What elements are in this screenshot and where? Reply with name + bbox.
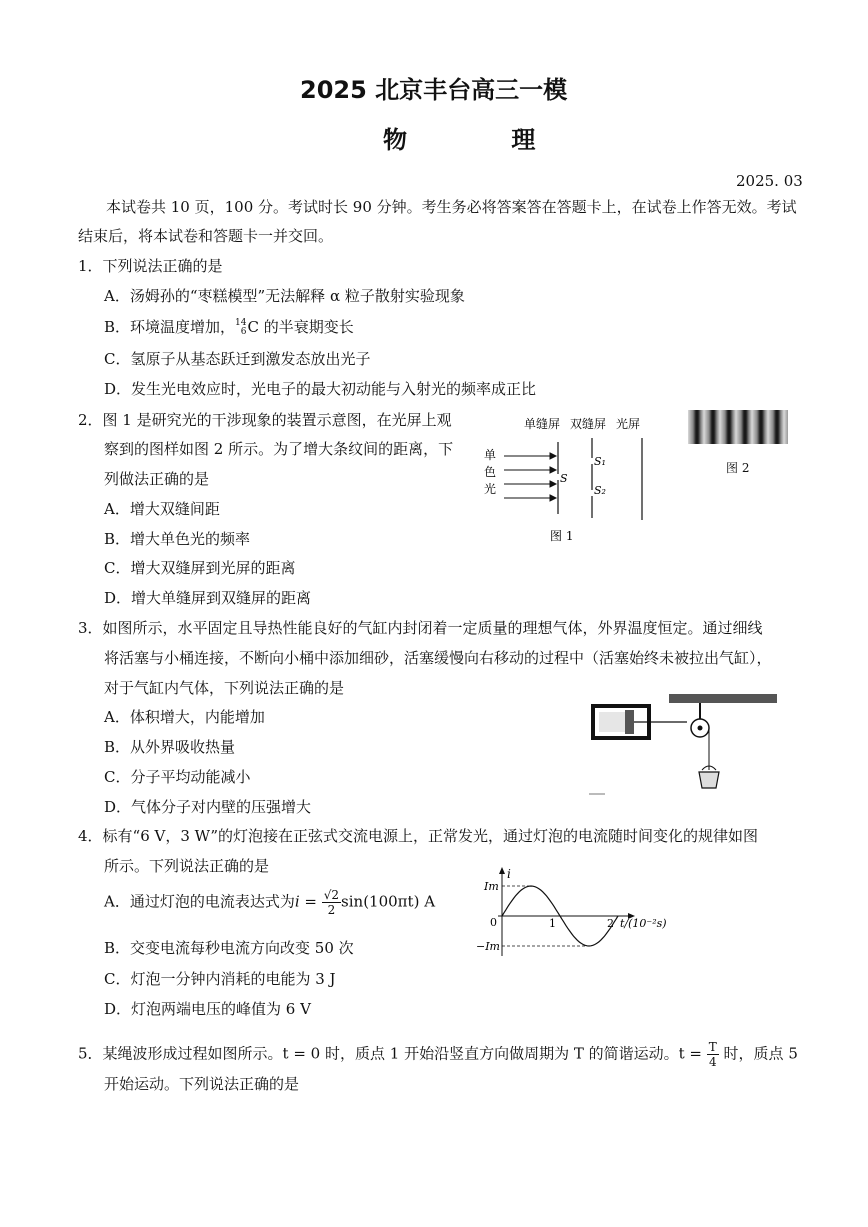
intro-line-2: 结束后，将本试卷和答题卡一并交回。: [78, 227, 334, 245]
element-symbol: C: [247, 318, 259, 336]
q5-stem-1t: t =: [678, 1044, 707, 1063]
q4-stem-2: 所示。下列说法正确的是: [104, 857, 270, 875]
q1-stem: 1．下列说法正确的是: [78, 257, 223, 275]
q4-option-c: C．灯泡一分钟内消耗的电能为 3 J: [104, 970, 336, 988]
fraction-numerator: T: [708, 1040, 717, 1054]
label-s2: S₂: [594, 484, 606, 497]
q5-stem-1a: 5．某绳波形成过程如图所示。: [78, 1044, 283, 1063]
pulley-axle: [698, 726, 703, 731]
atomic-number: 6: [240, 327, 247, 337]
exam-date: 2025. 03: [736, 172, 803, 190]
label-light-2: 色: [484, 465, 497, 479]
q1-option-b-post: 的半衰期变长: [258, 318, 354, 336]
q3-stem-3: 对于气缸内气体，下列说法正确的是: [104, 679, 345, 697]
figure-1-caption: 图 1: [550, 529, 574, 543]
fraction-denominator: 2: [327, 903, 336, 917]
fraction-denominator: 4: [708, 1055, 717, 1069]
piston: [625, 710, 634, 734]
gas-region: [599, 712, 625, 732]
label-light-1: 单: [484, 448, 497, 462]
label-light-screen: 光屏: [616, 417, 641, 431]
y-axis-arrow: [499, 867, 505, 874]
q1-option-b: [104, 317, 354, 337]
q3-stem-2: 将活塞与小桶连接，不断向小桶中添加细砂，活塞缓慢向右移动的过程中（活塞始终未被拉出气缸），: [104, 649, 772, 667]
q4-stem-1: 4．标有“6 V，3 W”的灯泡接在正弦式交流电源上，正常发光，通过灯泡的电流随时间变化的规律如图: [78, 827, 759, 845]
ceiling-bar: [669, 694, 777, 703]
q2-stem-1: 2．图 1 是研究光的干涉现象的装置示意图，在光屏上观: [78, 411, 452, 429]
q4-option-b: B．交变电流每秒电流方向改变 50 次: [104, 939, 354, 957]
label-s: S: [560, 472, 568, 485]
q3-option-a: A．体积增大，内能增加: [104, 708, 265, 726]
nuclide-notation: [235, 319, 246, 337]
incident-light-arrows: [504, 453, 556, 501]
q1-option-a: A．汤姆孙的“枣糕模型”无法解释 α 粒子散射实验现象: [104, 287, 465, 305]
q5-stem-1: [78, 1040, 798, 1069]
q1-option-d: D．发生光电效应时，光电子的最大初动能与入射光的频率成正比: [104, 380, 537, 398]
bucket: [699, 772, 719, 788]
figure-2-fringes: [688, 410, 788, 444]
current-time-graph: [470, 864, 690, 960]
q5-stem-1b: t = 0 时，质点 1 开始沿竖直方向做周期为 T 的简谐运动。: [282, 1044, 679, 1063]
sqrt2-over-2: [322, 888, 341, 917]
q2-option-b: B．增大单色光的频率: [104, 530, 251, 548]
label-neg-im: −Im: [476, 940, 500, 953]
subject-title: 物 理: [383, 126, 584, 154]
q5-stem-1c: 时，质点 5: [718, 1044, 798, 1063]
mass-number: 14: [235, 318, 247, 328]
q2-option-d: D．增大单缝屏到双缝屏的距离: [104, 589, 312, 607]
q2-stem-2: 察到的图样如图 2 所示。为了增大条纹间的距离，下: [104, 440, 454, 458]
label-origin: 0: [490, 916, 497, 929]
fraction-numerator: √2: [323, 888, 340, 902]
label-s1: S₁: [594, 455, 606, 468]
y-axis-label: i: [507, 867, 511, 881]
label-im: Im: [484, 880, 499, 893]
q4-option-a-post: sin(100πt) A: [341, 892, 436, 911]
paper-title: 2025 北京丰台高三一模: [300, 76, 568, 104]
equals-sign: =: [299, 892, 322, 911]
t-over-4: [707, 1040, 719, 1069]
q1-option-b-pre: B．环境温度增加，: [104, 318, 236, 336]
label-single-slit-screen: 单缝屏: [524, 417, 561, 431]
label-light-3: 光: [484, 482, 497, 496]
q3-option-c: C．分子平均动能减小: [104, 768, 251, 786]
x-axis-label: t/(10⁻²s): [620, 917, 667, 930]
q2-option-c: C．增大双缝屏到光屏的距离: [104, 559, 296, 577]
figure-cylinder-pulley: [585, 690, 785, 800]
q5-stem-2: 开始运动。下列说法正确的是: [104, 1075, 300, 1093]
q2-option-a: A．增大双缝间距: [104, 500, 220, 518]
current-symbol: i: [294, 892, 300, 911]
q1-option-c: C．氢原子从基态跃迁到激发态放出光子: [104, 350, 371, 368]
figure-2-caption: 图 2: [726, 461, 750, 475]
intro-line-1: 本试卷共 10 页，100 分。考试时长 90 分钟。考生务必将答案答在答题卡上，在试卷上作答无效。考试: [106, 198, 797, 216]
q3-stem-1: 3．如图所示，水平固定且导热性能良好的气缸内封闭着一定质量的理想气体，外界温度恒定。通过细线: [78, 619, 763, 637]
q4-option-a-pre: A．通过灯泡的电流表达式为: [104, 892, 295, 911]
figure-1-double-slit: [470, 410, 670, 550]
tick-label-1: 1: [549, 917, 556, 930]
q3-option-b: B．从外界吸收热量: [104, 738, 236, 756]
q4-option-d: D．灯泡两端电压的峰值为 6 V: [104, 1000, 311, 1018]
tick-label-2: 2: [607, 917, 614, 930]
label-double-slit-screen: 双缝屏: [570, 417, 607, 431]
q2-stem-3: 列做法正确的是: [104, 470, 210, 488]
q3-option-d: D．气体分子对内壁的压强增大: [104, 798, 312, 816]
q4-option-a: [104, 888, 435, 917]
